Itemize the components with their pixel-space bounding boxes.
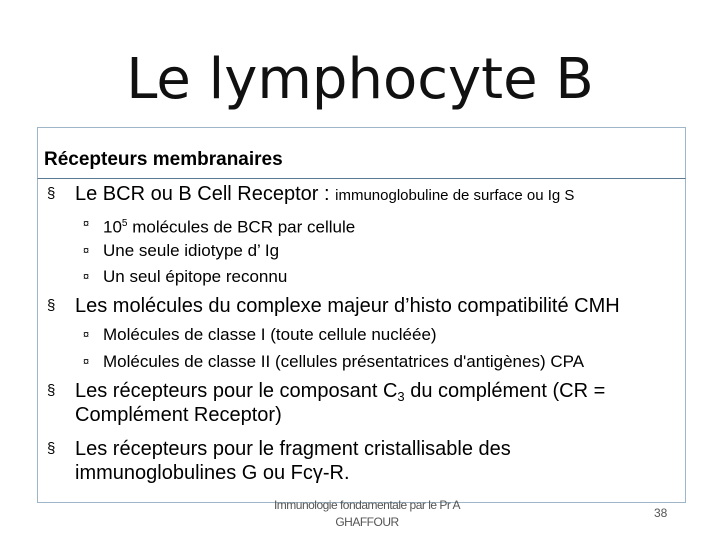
sub-bullet-icon: ¤ [83, 356, 90, 368]
square-bullet-icon: § [47, 185, 56, 202]
square-bullet-icon: § [47, 297, 56, 314]
bullet-c3-subscript: 3 [397, 389, 405, 404]
footer-author [232, 497, 502, 531]
bullet-c3-text: Les récepteurs pour le composant C [75, 380, 398, 402]
footer-line-1: Immunologie fondamentale par le Pr A [273, 498, 461, 512]
page-number: 38 [654, 506, 668, 520]
slide-title: Le lymphocyte B [126, 47, 594, 112]
footer-line-2: GHAFFOUR [335, 515, 399, 529]
bullet-cmh-text: Les molécules du complexe majeur d’histo compatibilité CMH [75, 295, 620, 317]
bullet-c3-line2-text: Complément Receptor) [75, 404, 282, 426]
bullet-bcr-detail: immunoglobuline de surface ou Ig S [335, 187, 575, 204]
square-bullet-icon: § [47, 440, 56, 457]
subitem-bcr-count-exp: 5 [121, 218, 128, 229]
bullet-fc-text: Les récepteurs pour le fragment cristallisable des [75, 438, 511, 460]
subitem-class-1-text: Molécules de classe I (toute cellule nucléée) [103, 325, 437, 344]
subitem-class-2-text: Molécules de classe II (cellules présentatrices d'antigènes) CPA [103, 352, 585, 371]
sub-bullet-icon: ¤ [83, 329, 90, 341]
subitem-epitope-text: Un seul épitope reconnu [103, 267, 288, 286]
bullet-bcr-text: Le BCR ou B Cell Receptor : [75, 183, 336, 205]
subitem-bcr-count-text: molécules de BCR par cellule [127, 217, 356, 237]
bullet-fc-line2-text: immunoglobulines G ou Fcγ-R. [75, 462, 350, 484]
square-bullet-icon: § [47, 382, 56, 399]
section-title: Récepteurs membranaires [44, 149, 283, 170]
subitem-bcr-count-base: 10 [103, 217, 122, 237]
subitem-idiotype-text: Une seule idiotype d’ Ig [103, 241, 280, 260]
sub-bullet-icon: ¤ [83, 245, 90, 257]
bullet-c3-text-end: du complément (CR = [404, 380, 606, 402]
sub-bullet-icon: ¤ [83, 218, 90, 230]
sub-bullet-icon: ¤ [83, 271, 90, 283]
